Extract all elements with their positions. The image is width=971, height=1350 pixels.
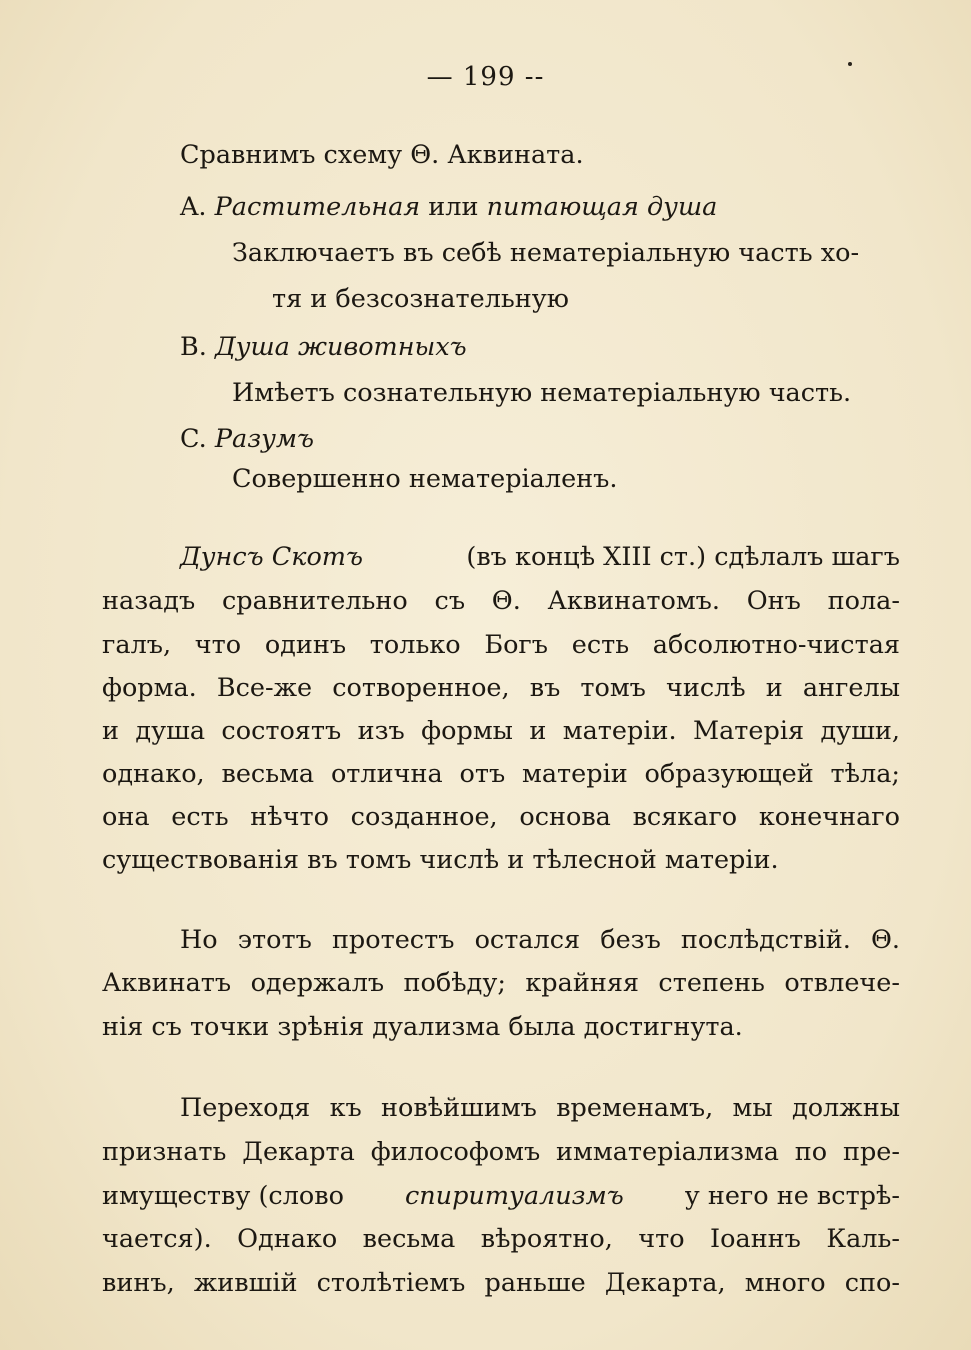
scheme-item-b-term: Душа животныхъ	[214, 332, 467, 362]
para3-line3-a: имуществу (слово	[102, 1181, 344, 1211]
para3-line2: признать Декарта философомъ имматеріализма по пре-	[102, 1137, 900, 1167]
para1-line: однако, весьма отлична отъ матеріи образующей тѣла;	[102, 759, 900, 789]
para2-line-last: нія съ точки зрѣнія дуализма была достигнута.	[102, 1012, 743, 1042]
para3-line4: чается). Однако весьма вѣроятно, что Іоаннъ Каль-	[102, 1224, 900, 1254]
scheme-item-a-term2: питающая душа	[486, 192, 718, 222]
scheme-intro: Сравнимъ схему Θ. Аквината.	[180, 140, 584, 170]
para1-line-last: существованія въ томъ числѣ и тѣлесной матеріи.	[102, 845, 779, 875]
scheme-item-a-heading	[180, 190, 717, 224]
para3-line3	[102, 1179, 900, 1213]
para1-line: и душа состоятъ изъ формы и матеріи. Матерія души,	[102, 716, 900, 746]
scheme-item-a-label: A.	[180, 192, 207, 222]
para1-line: форма. Все-же сотворенное, въ томъ числѣ и ангелы	[102, 673, 900, 703]
scheme-item-c-desc: Совершенно нематеріаленъ.	[232, 464, 618, 494]
scheme-item-b-desc: Имѣетъ сознательную нематеріальную часть.	[232, 378, 852, 408]
scheme-item-c-label: C.	[180, 424, 207, 454]
scheme-item-a-conj: или	[428, 192, 479, 222]
scheme-item-a-term1: Растительная	[214, 192, 421, 222]
page-number: — 199 --	[426, 62, 545, 92]
scheme-item-b-label: B.	[180, 332, 207, 362]
para2-line: Аквинатъ одержалъ побѣду; крайняя степень отвлече-	[102, 968, 900, 998]
para1-line: она есть нѣчто созданное, основа всякаго конечнаго	[102, 802, 900, 832]
scheme-item-c-heading	[180, 422, 314, 456]
para1-line: галъ, что одинъ только Богъ есть абсолютно-чистая	[102, 630, 900, 660]
para2-line1: Но этотъ протестъ остался безъ послѣдствій. Θ.	[180, 925, 900, 955]
para3-line5: винъ, жившій столѣтіемъ раньше Декарта, много спо-	[102, 1268, 900, 1298]
para1-line1	[180, 540, 900, 574]
para1-name: Дунсъ Скотъ	[180, 542, 363, 572]
para3-line3-term: спиритуализмъ	[404, 1181, 624, 1211]
scheme-item-a-desc-line2: тя и безсознательную	[272, 284, 569, 314]
scheme-item-c-term: Разумъ	[214, 424, 315, 454]
para1-line1-rest: (въ концѣ XIII ст.) сдѣлалъ шагъ	[466, 542, 900, 572]
para1-line: назадъ сравнительно съ Θ. Аквинатомъ. Онъ пола-	[102, 586, 900, 616]
scheme-item-b-heading	[180, 330, 467, 364]
scheme-item-a-desc-line1: Заключаетъ въ себѣ нематеріальную часть хо-	[232, 238, 860, 268]
para3-line1: Переходя къ новѣйшимъ временамъ, мы должны	[180, 1093, 900, 1123]
ink-speck	[848, 62, 852, 66]
para3-line3-b: у него не встрѣ-	[684, 1181, 900, 1211]
